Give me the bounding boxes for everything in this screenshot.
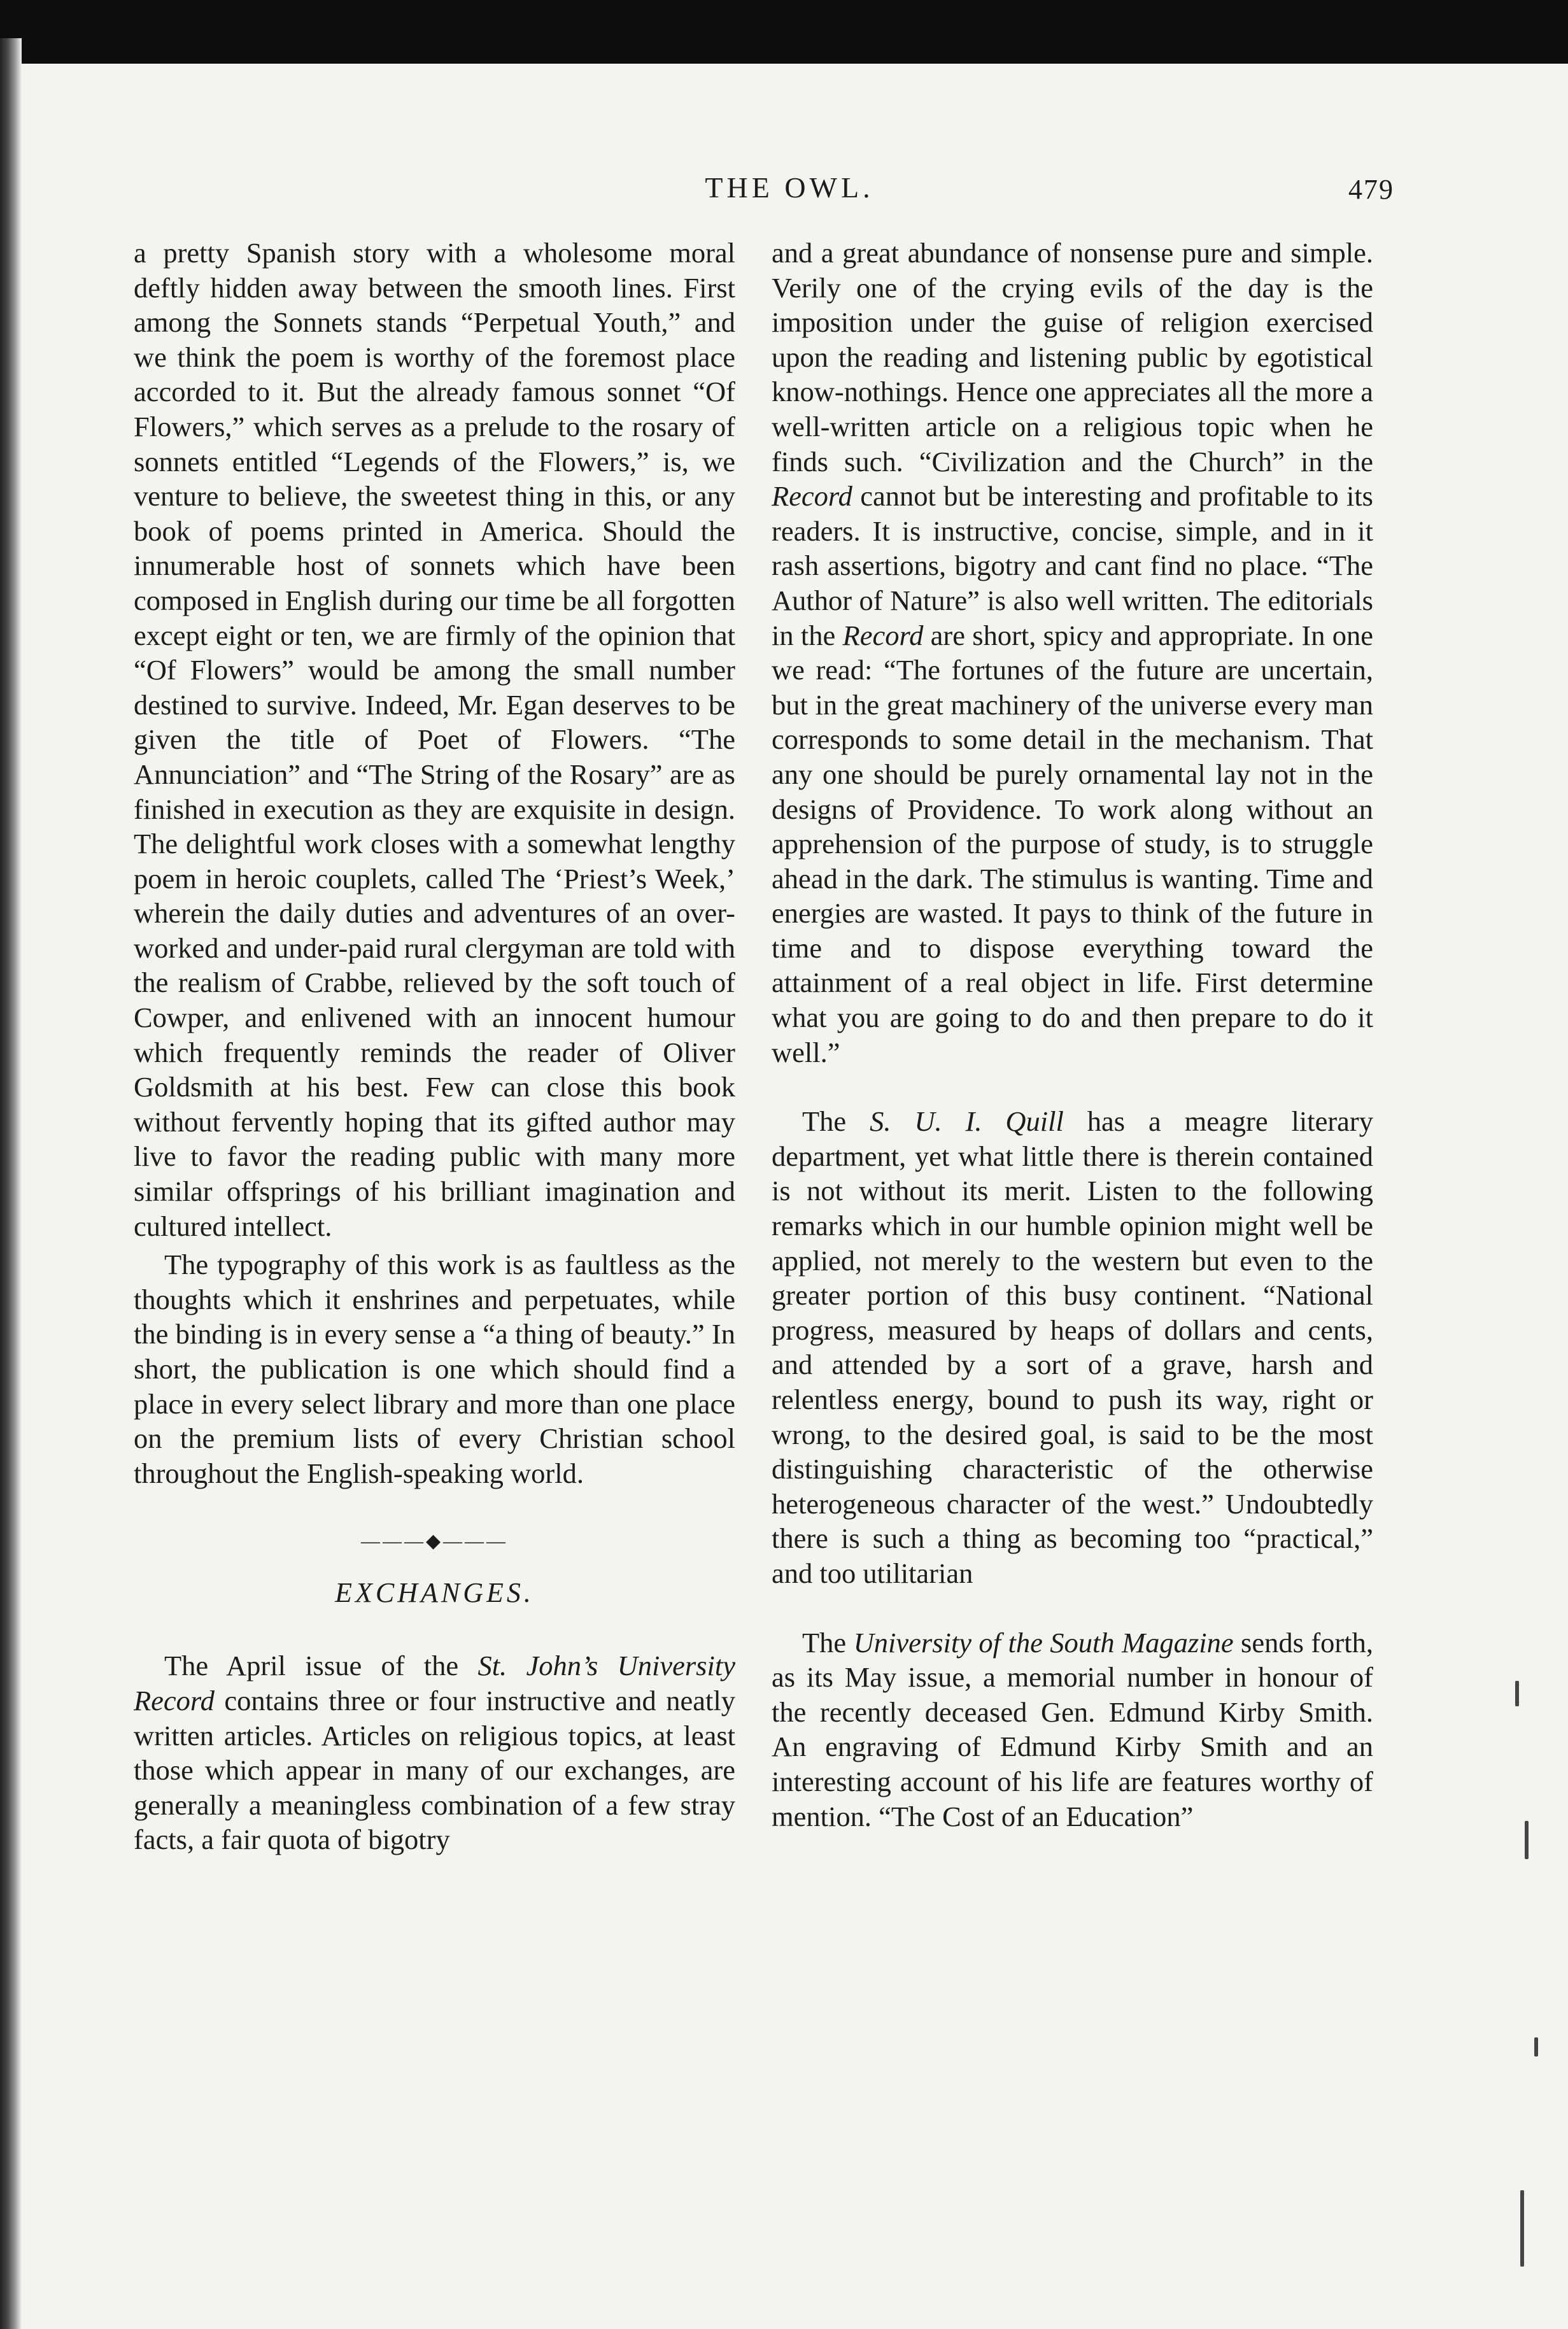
- text-run: and a great abundance of nonsense pure and simple. Verily one of the crying evils of the day is the imposition under the guise of religion exercised upon the reading and listening public by egotistical know-nothings. Hence one appreciates all the more a well-written article on a religious topic when he finds such. “Civilization and the Church” in the: [772, 237, 1373, 478]
- text-run: The April issue of the: [164, 1650, 478, 1682]
- left-column: [134, 236, 735, 1857]
- publication-title: St. John’s University Record: [134, 1650, 735, 1717]
- running-head: THE OWL.: [705, 171, 874, 204]
- text-run: contains three or four instructive and neatly written articles. Articles on religious topics, at least those which appear in many of our exchanges, are generally a meaningless combination of a few stray facts, a fair quota of bigotry: [134, 1684, 735, 1856]
- text-run: are short, spicy and appropriate. In one we read: “The fortunes of the future are uncertain, but in the great machinery of the universe every man corresponds to some detail in the mechanism. That any one should be purely ornamental lay not in the designs of Providence. To work along without an apprehension of the purpose of study, is to struggle ahead in the dark. The stimulus is wanting. Time and energies are wasted. It pays to think of the future in time and to dispose everything toward the attainment of a real object in life. First determine what you are going to do and then prepare to do it well.”: [772, 619, 1373, 1068]
- paragraph: The typography of this work is as faultless as the thoughts which it enshrines and perpetuates, while the binding is in every sense a “a thing of beauty.” In short, the publication is one which should find a place in every select library and more than one place on the premium lists of every Christian school throughout the English-speaking world.: [134, 1249, 735, 1489]
- publication-title: University of the South Magazine: [853, 1626, 1234, 1659]
- text-run: has a meagre literary department, yet what little there is therein contained is not without its merit. Listen to the following remarks which in our humble opinion might well be applied, not merely to the western but even to the greater portion of this busy continent. “National progress, measured by heaps of dollars and cents, and attended by a sort of a grave, harsh and relentless energy, bound to push its way, right or wrong, to the desired goal, is said to be the most distinguishing characteristic of the otherwise heterogeneous character of the west.” Undoubtedly there is such a thing as becoming too “practical,” and too utilitarian: [772, 1105, 1373, 1589]
- page-number: 479: [1348, 174, 1394, 205]
- paragraph: [772, 1104, 1373, 1590]
- text-run: The: [802, 1105, 870, 1138]
- paragraph: [134, 1648, 735, 1857]
- text-run: The: [802, 1626, 854, 1659]
- publication-title: Record: [772, 480, 852, 513]
- paragraph: [772, 236, 1373, 1070]
- section-divider: ———◆———: [360, 1531, 509, 1552]
- paragraph: a pretty Spanish story with a wholesome moral deftly hidden away between the smooth lines. First among the Sonnets stands “Perpetual Youth,” and we think the poem is worthy of the foremost place accorded to it. But the already famous sonnet “Of Flowers,” which serves as a prelude to the rosary of sonnets entitled “Legends of the Flowers,” is, we venture to believe, the sweetest thing in this, or any book of poems printed in America. Should the innumerable host of sonnets which have been composed in English during our time be all forgotten except eight or ten, we are firmly of the opinion that “Of Flowers” would be among the small number destined to survive. Indeed, Mr. Egan deserves to be given the title of Poet of Flowers. “The Annunciation” and “The String of the Rosary” are as finished in execution as they are exquisite in design. The delightful work closes with a somewhat lengthy poem in heroic couplets, called The ‘Priest’s Week,’ wherein the daily duties and adventures of an over-worked and under-paid rural clergyman are told with the realism of Crabbe, relieved by the soft touch of Cowper, and enlivened with an innocent humour which frequently reminds the reader of Oliver Goldsmith at his best. Few can close this book without fervently hoping that its gifted author may live to favor the reading public with many more similar offsprings of his brilliant imagination and cultured intellect.: [134, 237, 735, 1242]
- text-run: cannot but be interesting and profitable to its readers. It is instructive, concise, simple, and in it rash assertions, bigotry and cant find no place. “The Author of Nature” is also well written. The editorials in the: [772, 480, 1373, 651]
- publication-title: Record: [842, 619, 924, 651]
- publication-title: S. U. I. Quill: [870, 1105, 1064, 1138]
- right-column: [772, 236, 1373, 1834]
- text-run: sends forth, as its May issue, a memorial number in honour of the recently deceased Gen. Edmund Kirby Smith. An engraving of Edmund Kirby Smith and an interesting account of his life are features worthy of mention. “The Cost of an Education”: [772, 1626, 1373, 1832]
- section-heading: EXCHANGES.: [335, 1577, 534, 1609]
- paragraph: [772, 1625, 1373, 1834]
